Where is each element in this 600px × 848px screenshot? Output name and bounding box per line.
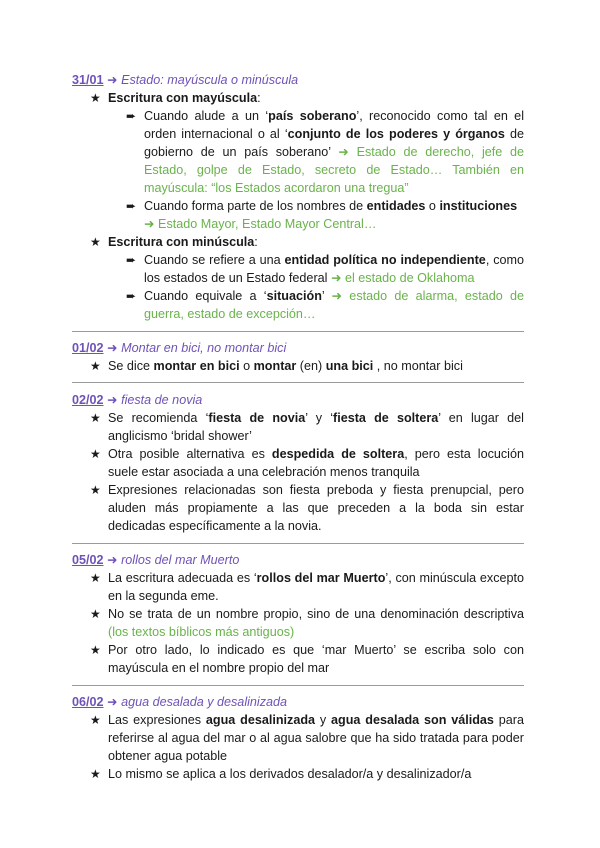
example-text: ➜ el estado de Oklahoma	[330, 271, 475, 285]
section-divider	[72, 685, 524, 686]
section-divider	[72, 382, 524, 383]
list-item	[72, 409, 524, 445]
star-icon: ★	[90, 571, 101, 585]
bold-text: una bici	[325, 359, 374, 373]
text: , pero esta locución suele estar asociada a una celebración menos tranquila	[108, 447, 524, 479]
star-icon: ★	[90, 643, 101, 657]
text: , no montar bici	[373, 359, 463, 373]
text: Cuando se refiere a una	[144, 253, 285, 267]
bold-text: país soberano	[268, 109, 357, 123]
text: No se trata de un nombre propio, sino de una denominación descriptiva	[108, 607, 524, 621]
star-icon: ★	[90, 91, 101, 105]
text: ’	[321, 289, 332, 303]
text: La escritura adecuada es ‘	[108, 571, 257, 585]
text: o	[239, 359, 254, 373]
text: Cuando equivale a ‘	[144, 289, 267, 303]
text: para referirse al agua del mar o al agua salobre que ha sido tratada para poder obtener agua potable	[108, 713, 524, 763]
entry-topic: Estado: mayúscula o minúscula	[121, 73, 299, 87]
arrow-icon: ➜	[107, 341, 118, 355]
hand-arrow-icon: ➨	[126, 199, 137, 213]
entry-heading	[72, 552, 524, 569]
list-item	[72, 481, 524, 535]
list-item	[72, 641, 524, 677]
entry-date: 06/02	[72, 695, 104, 709]
sub-list	[72, 107, 524, 233]
item-colon: :	[257, 91, 261, 105]
list-item	[72, 569, 524, 605]
list-item	[72, 89, 524, 233]
bold-text: entidad política no independiente	[284, 253, 486, 267]
star-icon: ★	[90, 359, 101, 373]
hand-arrow-icon: ➨	[126, 289, 137, 303]
sub-list-item	[72, 287, 524, 323]
sub-list-item	[72, 107, 524, 197]
bullet-list	[72, 711, 524, 783]
item-label: Escritura con mayúscula	[108, 91, 258, 105]
star-icon: ★	[90, 447, 101, 461]
bullet-list	[72, 89, 524, 323]
text: Las expresiones	[108, 713, 206, 727]
entry-topic: Montar en bici, no montar bici	[121, 341, 287, 355]
text: Por otro lado, lo indicado es que ‘mar Muerto’ se escriba solo con mayúscula en el nombre propio del mar	[108, 643, 524, 675]
bold-text: fiesta de soltera	[333, 411, 439, 425]
entry-02-02	[72, 392, 524, 535]
list-item	[72, 233, 524, 323]
entry-06-02	[72, 694, 524, 783]
entry-heading	[72, 694, 524, 711]
entry-05-02	[72, 552, 524, 677]
entry-date: 31/01	[72, 73, 104, 87]
text: o	[425, 199, 440, 213]
bold-text: conjunto de los poderes y órganos	[287, 127, 505, 141]
arrow-icon: ➜	[107, 393, 118, 407]
bold-text: montar	[253, 359, 297, 373]
star-icon: ★	[90, 483, 101, 497]
star-icon: ★	[90, 411, 101, 425]
item-label: Escritura con minúscula	[108, 235, 255, 249]
section-divider	[72, 331, 524, 332]
arrow-icon: ➜	[107, 73, 118, 87]
star-icon: ★	[90, 713, 101, 727]
bold-text: entidades	[366, 199, 426, 213]
star-icon: ★	[90, 235, 101, 249]
arrow-icon: ➜	[107, 553, 118, 567]
text: , como los estados de un Estado federal	[144, 253, 524, 285]
entry-date: 05/02	[72, 553, 104, 567]
bullet-list	[72, 357, 524, 375]
list-item	[72, 765, 524, 783]
entry-date: 02/02	[72, 393, 104, 407]
text: (en)	[296, 359, 326, 373]
bold-text: fiesta de novia	[208, 411, 306, 425]
entry-01-02	[72, 340, 524, 375]
bold-text: montar en bici	[153, 359, 240, 373]
example-text: ➜ Estado Mayor, Estado Mayor Central…	[144, 217, 377, 231]
bold-text: despedida de soltera	[271, 447, 405, 461]
hand-arrow-icon: ➨	[126, 253, 137, 267]
section-divider	[72, 543, 524, 544]
text: Otra posible alternativa es	[108, 447, 272, 461]
text: Se dice	[108, 359, 154, 373]
star-icon: ★	[90, 767, 101, 781]
hand-arrow-icon: ➨	[126, 109, 137, 123]
text: Cuando forma parte de los nombres de	[144, 199, 367, 213]
entry-topic: agua desalada y desalinizada	[121, 695, 288, 709]
text: ’, reconocido como tal en el orden internacional o al ‘	[144, 109, 524, 141]
list-item	[72, 711, 524, 765]
star-icon: ★	[90, 607, 101, 621]
text: Expresiones relacionadas son fiesta preboda y fiesta prenupcial, pero aluden más propiamente a las que preceden a la boda sin estar dedicadas específicamente a la novia.	[108, 483, 524, 533]
text: Cuando alude a un ‘	[144, 109, 269, 123]
bold-text: agua desalada son válidas	[331, 713, 494, 727]
text: ’ y ‘	[305, 411, 334, 425]
bold-text: rollos del mar Muerto	[256, 571, 386, 585]
entry-topic: rollos del mar Muerto	[121, 553, 240, 567]
document-page	[72, 72, 524, 783]
bullet-list	[72, 409, 524, 535]
bullet-list	[72, 569, 524, 677]
list-item	[72, 357, 524, 375]
arrow-icon: ➜	[107, 695, 118, 709]
list-item	[72, 605, 524, 641]
sub-list-item	[72, 197, 524, 233]
text: ’ en lugar del anglicismo ‘bridal shower’	[108, 411, 524, 443]
text: y	[315, 713, 332, 727]
bold-text: situación	[266, 289, 322, 303]
item-colon: :	[254, 235, 258, 249]
entry-heading	[72, 392, 524, 409]
example-text: ➜ estado de alarma, estado de guerra, estado de excepción…	[144, 289, 524, 321]
example-text: ➜ Estado de derecho, jefe de Estado, golpe de Estado, secreto de Estado… También en mayúscula: “los Estados acordaron una tregua”	[144, 145, 524, 195]
bold-text: agua desalinizada	[205, 713, 316, 727]
entry-date: 01/02	[72, 341, 104, 355]
text: de gobierno de un país soberano’	[144, 127, 524, 159]
example-text: (los textos bíblicos más antiguos)	[108, 625, 295, 639]
entry-heading	[72, 340, 524, 357]
sub-list	[72, 251, 524, 323]
bold-text: instituciones	[439, 199, 518, 213]
list-item	[72, 445, 524, 481]
entry-31-01	[72, 72, 524, 323]
text: Lo mismo se aplica a los derivados desalador/a y desalinizador/a	[108, 767, 472, 781]
entry-heading	[72, 72, 524, 89]
text: ’, con minúscula excepto en la segunda eme.	[108, 571, 525, 603]
entry-topic: fiesta de novia	[121, 393, 203, 407]
text: Se recomienda ‘	[108, 411, 209, 425]
sub-list-item	[72, 251, 524, 287]
